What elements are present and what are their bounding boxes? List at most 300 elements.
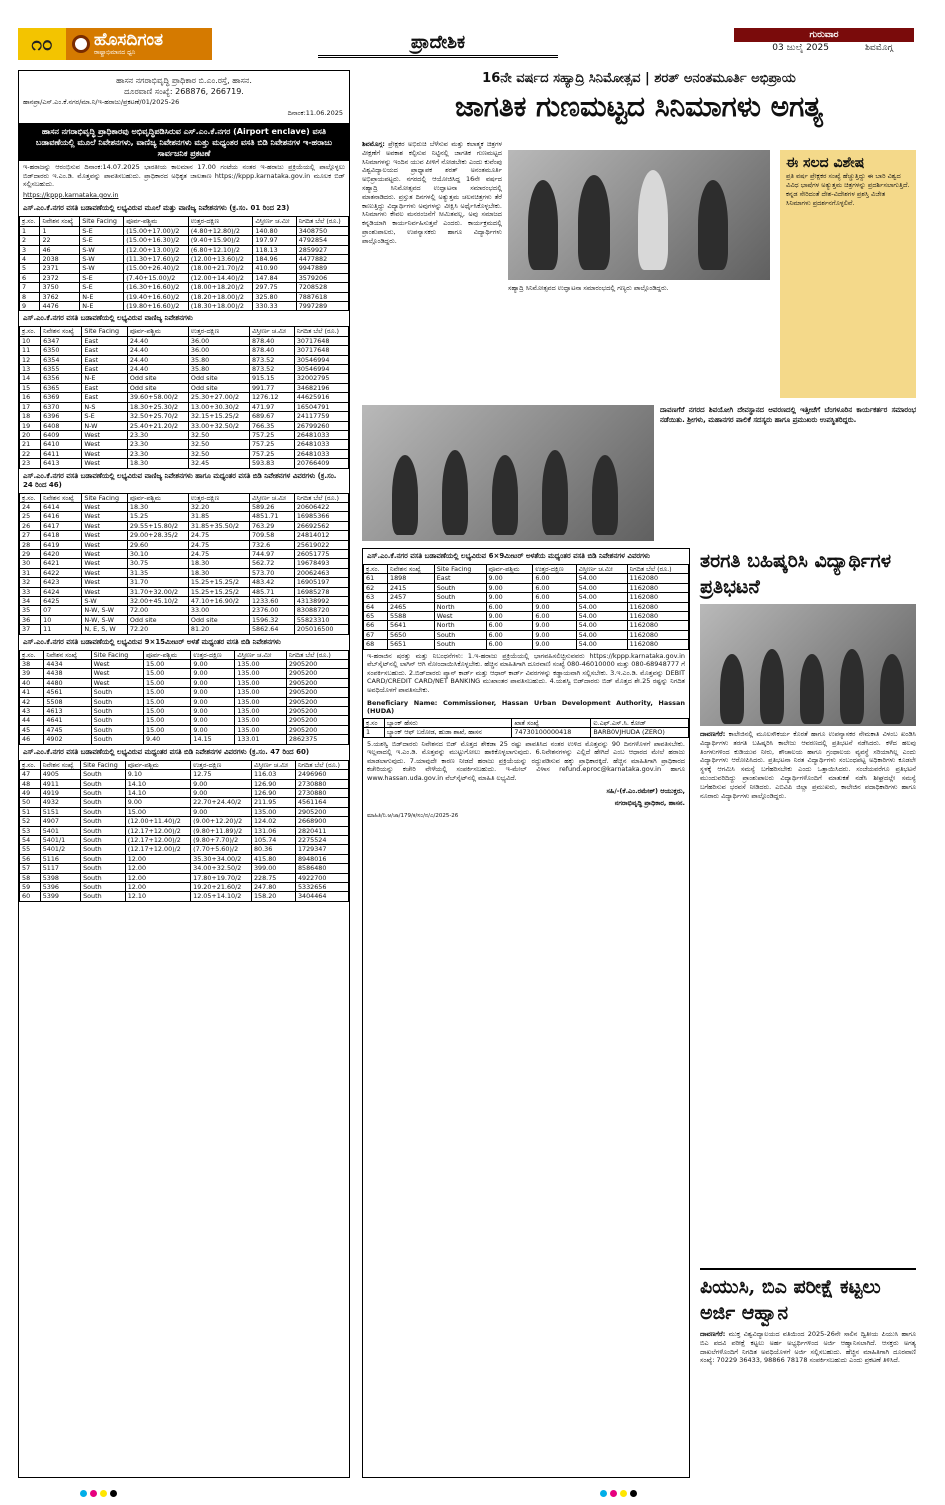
table-cell: (12.00+11.40)/2 (125, 817, 190, 826)
table-cell: 15.00 (144, 660, 191, 669)
table-row (20, 512, 349, 521)
table-header-cell: ಉತ್ತರ-ದಕ್ಷಿಣ (188, 217, 253, 226)
table-cell: N-W (82, 421, 128, 430)
table-cell: 135.00 (235, 725, 287, 734)
table-row (20, 864, 349, 873)
table-cell: 5862.64 (249, 625, 294, 634)
table-cell: 131.06 (251, 826, 295, 835)
table-cell: 12 (20, 355, 41, 364)
table-cell: 757.25 (249, 449, 294, 458)
table-cell: 32.45 (188, 459, 249, 468)
table-cell: 5508 (44, 697, 91, 706)
table-cell: 1162080 (627, 630, 688, 639)
table-header-cell: ವಿಸ್ತೀರ್ಣ ಚ.ಮೀ (235, 650, 287, 659)
table-cell: 1162080 (627, 640, 688, 649)
table-cell: 135.00 (235, 678, 287, 687)
table-cell: 31.85 (188, 512, 249, 521)
table-row (364, 612, 689, 621)
table-header-cell: ಉತ್ತರ-ದಕ್ಷಿಣ (191, 650, 235, 659)
table-cell: West (91, 660, 143, 669)
table-row (20, 882, 349, 891)
table-cell: 732.6 (249, 540, 294, 549)
masthead (18, 28, 916, 60)
logo-text: ಹೊಸದಿಗಂತ (94, 30, 164, 50)
table-cell: 6350 (41, 346, 82, 355)
beneficiary: Beneficiary Name: Commissioner, Hassan Urban Development Authority, Hassan (HUDA) (367, 698, 685, 716)
table-header-cell: ನಿಗದಿತ ಬೆಲೆ (ರೂ.) (295, 760, 348, 769)
table-cell: 42 (20, 697, 44, 706)
table-cell: 873.52 (249, 365, 294, 374)
table-cell: 19 (20, 421, 41, 430)
table-cell: 39.60+58.00/2 (127, 393, 188, 402)
table-cell: South (81, 770, 126, 779)
table-cell: 2905200 (295, 807, 348, 816)
table-cell: 2905200 (286, 669, 348, 678)
table-header-cell: ನಿವೇಶನ ಸಂಖ್ಯೆ (44, 650, 91, 659)
protest-body (700, 730, 916, 1270)
table-cell: 4476 (40, 302, 80, 311)
table-cell: (15.00+17.00)/2 (124, 226, 189, 235)
table-row (20, 402, 349, 411)
table-cell: 48 (20, 779, 41, 788)
table-row (20, 798, 349, 807)
table-cell: 60 (20, 892, 41, 901)
table-row (20, 779, 349, 788)
table-cell: (12.00+13.60)/2 (188, 255, 253, 264)
table-row (20, 355, 349, 364)
table-cell: 12.00 (125, 864, 190, 873)
table-cell: 9.00 (191, 669, 235, 678)
table-cell: 65 (364, 612, 388, 621)
table-cell: 211.95 (251, 798, 295, 807)
table-cell: West (82, 430, 128, 439)
signatory: ಸಹಿ/-(ಕೆ.ಎಂ.ರಮೇಶ್) ಆಯುಕ್ತರು, (606, 786, 685, 795)
table-cell: South (81, 845, 126, 854)
table-row (20, 531, 349, 540)
table-cell: (12.17+12.00)/2 (125, 845, 190, 854)
table-cell: 2820411 (295, 826, 348, 835)
table-cell: 30546994 (294, 365, 348, 374)
table-cell: 4613 (44, 707, 91, 716)
table-cell: Odd site (188, 374, 249, 383)
table-header-cell: ನಿವೇಶನ ಸಂಖ್ಯೆ (40, 760, 80, 769)
table-row (20, 255, 349, 264)
table-cell: 46 (40, 245, 80, 254)
table-cell: (12.17+12.00)/2 (125, 826, 190, 835)
table-row (20, 393, 349, 402)
table-cell: 16905197 (294, 578, 348, 587)
table-cell: South (81, 798, 126, 807)
table-cell: 2415 (388, 583, 435, 592)
table-cell: 33 (20, 587, 41, 596)
story-kicker: 16ನೇ ವರ್ಷದ ಸಹ್ಯಾದ್ರಿ ಸಿನಿಮೋತ್ಸವ | ಶರತ್ ಅನಂತಮೂರ್ತಿ ಅಭಿಪ್ರಾಯ (482, 71, 796, 86)
table-cell: 6.00 (533, 574, 576, 583)
table-cell: 133.01 (235, 735, 287, 744)
table-cell: 4477882 (296, 255, 348, 264)
table-cell: 2465 (388, 602, 435, 611)
table-cell: South (81, 807, 126, 816)
table-cell: 4641 (44, 716, 91, 725)
table-cell: 2376.00 (249, 606, 294, 615)
table-cell: (15.00+16.30)/2 (124, 236, 189, 245)
table-cell: 589.26 (249, 502, 294, 511)
table-cell: West (91, 669, 143, 678)
table-cell: 1898 (388, 574, 435, 583)
table-row (20, 735, 349, 744)
notice-phone: ದೂರವಾಣಿ ಸಂಖ್ಯೆ: 268876, 266719. (124, 87, 244, 96)
table-cell: 20766409 (294, 459, 348, 468)
table-cell: South (91, 716, 143, 725)
table-cell: 6.00 (533, 593, 576, 602)
table-cell: 4434 (44, 660, 91, 669)
table-cell: 6417 (41, 521, 82, 530)
table-cell: (12.00+14.40)/2 (188, 273, 253, 282)
table-header-cell: ಉತ್ತರ-ದಕ್ಷಿಣ (188, 327, 249, 336)
table-cell: 59 (20, 882, 41, 891)
table-cell: 24.75 (188, 540, 249, 549)
table-cell: (12.00+13.00)/2 (124, 245, 189, 254)
table-cell: 36.00 (188, 346, 249, 355)
signatory-office: ನಗರಾಭಿವೃದ್ಧಿ ಪ್ರಾಧಿಕಾರ, ಹಾಸನ. (614, 799, 685, 808)
table-row (20, 892, 349, 901)
table-cell: 31.35 (127, 568, 188, 577)
table-cell: 1162080 (627, 602, 688, 611)
table-cell: 45 (20, 725, 44, 734)
table-cell: 9.00 (486, 574, 533, 583)
table-cell: 15.00 (144, 707, 191, 716)
group-photo (362, 405, 654, 541)
table-cell: 1162080 (627, 612, 688, 621)
table-cell: 5651 (388, 640, 435, 649)
notice-paragraph: ಇ-ಹರಾಜನ್ನು ಆರಂಭಿಸುವ ದಿನಾಂಕ:14.07.2025 ಭಾರತೀಯ ಕಾಲಮಾನ 17.00 ಗಂಟೆಯ ನಂತರ ಇ-ಹರಾಜು ಪ್ರಕ್ರಿಯೆಯಲ್ಲಿ ಪಾಲ್ಗೊಳ್ಳಲು ಬಿಡ್‌ದಾರರು ಇ.ಎಂ.ಡಿ. ಮೊತ್ತವನ್ನು ಪಾವತಿಸಬಹುದು. ಪ್ರಾಧಿಕಾರದ ಅಧಿಕೃತ ಜಾಲತಾಣ https://kppp.karnataka.gov.in ಮೂಲಕ ಬಿಡ್ ಸಲ್ಲಿಸಬಹುದು. (23, 163, 345, 189)
table-cell: 2 (20, 236, 40, 245)
table-cell: 9.00 (191, 688, 235, 697)
table-cell: 66 (364, 621, 388, 630)
table-cell: 6422 (41, 568, 82, 577)
table-cell: 44 (20, 716, 44, 725)
table-row (20, 440, 349, 449)
table-cell: West (82, 559, 128, 568)
table-cell: 228.75 (251, 873, 295, 882)
protest-dateline: ದಾವಣಗೆರೆ: (700, 730, 726, 738)
table-cell: 16504791 (294, 402, 348, 411)
table3 (19, 760, 349, 902)
lead-story (362, 70, 916, 126)
table-cell: 22 (40, 236, 80, 245)
table-cell: 36.00 (188, 336, 249, 345)
table-cell: 15 (20, 383, 41, 392)
table-cell: 15.00 (144, 725, 191, 734)
table-header-cell: ನಿಗದಿತ ಬೆಲೆ (ರೂ.) (627, 565, 688, 574)
table-cell: 5401/1 (40, 835, 80, 844)
table4-title: ಎಸ್.ಎಂ.ಕೆ.ನಗರ ವಸತಿ ಬಡಾವಣೆಯಲ್ಲಿ ಲಭ್ಯವಿರುವ 6×9ಮೀಟರ್ ಅಳತೆಯ ಮಧ್ಯಂತರ ವಸತಿ ಬಿಡಿ ನಿವೇಶನಗಳ ವಿವರಗಳು (367, 552, 650, 560)
table-cell: West (91, 678, 143, 687)
table-cell: 3750 (40, 283, 80, 292)
table-header-row (20, 650, 349, 659)
group-photo-caption: ದಾವಣಗೆರೆ ನಗರದ ಶಿವಯೋಗಿ ದೇವಸ್ಥಾನದ ಆವರಣದಲ್ಲಿ ಇತ್ತೀಚೆಗೆ ಬೆಂಗಳೂರಿನ ಕಾರ್ಯಕರ್ತರ ಸಮಾರಂಭ ನಡೆಯಿತು. ಶ್ರೀಗಳು, ಮಹಾನಗರ ಪಾಲಿಕೆ ಸದಸ್ಯರು ಹಾಗೂ ಪ್ರಮುಖರು ಉಪಸ್ಥಿತರಿದ್ದರು. (660, 406, 916, 424)
table-cell: 16985366 (294, 512, 348, 521)
table-cell: 5116 (40, 854, 80, 863)
table-header-row (20, 493, 349, 502)
table-cell: 8948016 (295, 854, 348, 863)
table-cell: 29.00+28.35/2 (127, 531, 188, 540)
table-header-cell: ಕ್ರ.ಸಂ. (20, 650, 44, 659)
table-cell: South (81, 892, 126, 901)
table-row (364, 593, 689, 602)
table-cell: 135.00 (235, 660, 287, 669)
table-row (20, 568, 349, 577)
table-cell: 1276.12 (249, 393, 294, 402)
table-cell: 330.33 (253, 302, 296, 311)
table-header-cell: ಪೂರ್ವ-ಪಶ್ಚಿಮ (124, 217, 189, 226)
table-header-row (20, 760, 349, 769)
table-cell: 6419 (41, 540, 82, 549)
notice-url[interactable]: https://kppp.karnataka.gov.in (23, 190, 119, 199)
table-cell: 9.00 (486, 583, 533, 592)
table-cell: 30546994 (294, 355, 348, 364)
table-cell: Odd site (127, 615, 188, 624)
table-row (364, 621, 689, 630)
table-cell: 9.40 (144, 735, 191, 744)
table-cell: 9.10 (125, 770, 190, 779)
table-cell: 24.40 (127, 355, 188, 364)
table-cell: 47.10+16.90/2 (188, 597, 249, 606)
table-cell: 72.00 (127, 606, 188, 615)
table-cell: 32002795 (294, 374, 348, 383)
table-cell: 2859927 (296, 245, 348, 254)
table-cell: 36 (20, 615, 41, 624)
table-cell: 81.20 (188, 625, 249, 634)
table-row (20, 770, 349, 779)
table-header-cell: Site Facing (80, 217, 124, 226)
table-cell: 43138992 (294, 597, 348, 606)
table-cell: (19.80+16.60)/2 (124, 302, 189, 311)
table-cell: 763.29 (249, 521, 294, 530)
table-cell: 6.00 (486, 621, 533, 630)
table-cell: 4792854 (296, 236, 348, 245)
table-row (20, 660, 349, 669)
table1-title: ಎಸ್.ಎಂ.ಕೆ.ನಗರ ವಸತಿ ಬಡಾವಣೆಯಲ್ಲಿ ಲಭ್ಯವಿರುವ ಮೂಲೆ ಮತ್ತು ವಾಣಿಜ್ಯ ನಿವೇಶನಗಳು (ಕ್ರ.ಸಂ. 01 ರಿಂದ 23) (23, 204, 290, 213)
table-cell: 41 (20, 688, 44, 697)
table-header-cell: ವಿಸ್ತೀರ್ಣ ಚ.ಮೀ (249, 493, 294, 502)
table-row (20, 625, 349, 634)
table-header-cell: Site Facing (82, 327, 128, 336)
table-cell: 15.00 (144, 697, 191, 706)
protest-text: ಕಾಲೇಜಿನಲ್ಲಿ ಮೂಲಸೌಕರ್ಯ ಕೊರತೆ ಹಾಗೂ ಉಪನ್ಯಾಸಕರ ನೇಮಕಾತಿ ವಿಳಂಬ ಖಂಡಿಸಿ ವಿದ್ಯಾರ್ಥಿಗಳು ತರಗತಿ ಬಹಿಷ್ಕರಿಸಿ ಕಾಲೇಜು ಆವರಣದಲ್ಲಿ ಪ್ರತಿಭಟನೆ ನಡೆಸಿದರು. ಕಳೆದ ಹಲವು ತಿಂಗಳುಗಳಿಂದ ಕುಡಿಯುವ ನೀರು, ಶೌಚಾಲಯ ಹಾಗೂ ಗ್ರಂಥಾಲಯ ವ್ಯವಸ್ಥೆ ಸರಿಯಾಗಿಲ್ಲ ಎಂದು ವಿದ್ಯಾರ್ಥಿಗಳು ಆರೋಪಿಸಿದರು. ಪ್ರತಿಭಟನಾ ನಿರತ ವಿದ್ಯಾರ್ಥಿಗಳು ಸಂಬಂಧಪಟ್ಟ ಅಧಿಕಾರಿಗಳು ಕೂಡಲೇ ಸ್ಥಳಕ್ಕೆ ಆಗಮಿಸಿ ಸಮಸ್ಯೆ ಬಗೆಹರಿಸಬೇಕು ಎಂದು ಒತ್ತಾಯಿಸಿದರು. ಸಂಜೆಯವರೆಗೂ ಪ್ರತಿಭಟನೆ ಮುಂದುವರಿದಿದ್ದು ಪ್ರಾಂಶುಪಾಲರು ವಿದ್ಯಾರ್ಥಿಗಳೊಂದಿಗೆ ಮಾತುಕತೆ ನಡೆಸಿ ಶೀಘ್ರದಲ್ಲೇ ಸಮಸ್ಯೆ ಬಗೆಹರಿಸುವ ಭರವಸೆ ನೀಡಿದರು. ಎಬಿವಿಪಿ ಜಿಲ್ಲಾ ಪ್ರಮುಖರು, ಕಾಲೇಜಿನ ಪದಾಧಿಕಾರಿಗಳು ಹಾಗೂ ನೂರಾರು ವಿದ್ಯಾರ್ಥಿಗಳು ಪಾಲ್ಗೊಂಡಿದ್ದರು. (700, 730, 916, 800)
table-cell: 18.30+25.30/2 (127, 402, 188, 411)
table-cell: 51 (20, 807, 41, 816)
table-cell: 744.97 (249, 549, 294, 558)
table-row (20, 697, 349, 706)
table-cell: BARB0VJHUDA (ZERO) (591, 728, 689, 737)
table-cell: 50 (20, 798, 41, 807)
table-cell: 6421 (41, 559, 82, 568)
table-cell: N-E (80, 292, 124, 301)
table-header-cell: ಪೂರ್ವ-ಪಶ್ಚಿಮ (486, 565, 533, 574)
table-cell: 25.30+27.00/2 (188, 393, 249, 402)
table-header-row (20, 217, 349, 226)
table-header-cell: ನಿವೇಶನ ಸಂಖ್ಯೆ (41, 327, 82, 336)
table-cell: (15.00+26.40)/2 (124, 264, 189, 273)
table-row (20, 459, 349, 468)
table-cell: 37 (20, 625, 41, 634)
table-cell: Odd site (188, 615, 249, 624)
table-row (20, 383, 349, 392)
table-cell: 2457 (388, 593, 435, 602)
table-cell: East (82, 365, 128, 374)
table-cell: 15.25+15.25/2 (188, 587, 249, 596)
table-cell: 20062463 (294, 568, 348, 577)
table-cell: 4932 (40, 798, 80, 807)
table-cell: 34.00+32.50/2 (191, 864, 252, 873)
table-cell: 24.40 (127, 346, 188, 355)
table-header-cell: ಪೂರ್ವ-ಪಶ್ಚಿಮ (127, 493, 188, 502)
table-cell: West (82, 502, 128, 511)
table-cell: N-S (82, 402, 128, 411)
table-cell: (9.80+11.89)/2 (191, 826, 252, 835)
table-row (20, 521, 349, 530)
table-cell: 5151 (40, 807, 80, 816)
table-cell: 12.00 (125, 854, 190, 863)
table-cell: 26481033 (294, 449, 348, 458)
table-cell: 6.00 (486, 630, 533, 639)
table-cell: 9.00 (191, 707, 235, 716)
table-cell: South (91, 707, 143, 716)
table-cell: 13.00+30.30/2 (188, 402, 249, 411)
table-header-cell: ಉತ್ತರ-ದಕ್ಷಿಣ (188, 493, 249, 502)
terms-text-2: 5.ಯಶಸ್ವಿ ಬಿಡ್‌ದಾರರು ನಿವೇಶನದ ಬಿಡ್ ಮೊತ್ತದ ಶೇಕಡಾ 25 ರಷ್ಟು ಪಾವತಿಸಿದ ನಂತರ ಉಳಿದ ಮೊತ್ತವನ್ನು 90 ದಿನಗಳೊಳಗೆ ಪಾವತಿಸಬೇಕು. ಇಲ್ಲವಾದಲ್ಲಿ ಇ.ಎಂ.ಡಿ. ಮೊತ್ತವನ್ನು ಮುಟ್ಟುಗೋಲು ಹಾಕಿಕೊಳ್ಳಲಾಗುವುದು. 6.ನಿವೇಶನಗಳನ್ನು ಎಲ್ಲಿದೆ ಹೇಗಿದೆ ಎಂಬ ಆಧಾರದ ಮೇಲೆ ಹರಾಜು ಮಾಡಲಾಗುವುದು. 7.ಯಾವುದೇ ಕಾರಣ ನೀಡದೆ ಹರಾಜು ಪ್ರಕ್ರಿಯೆಯನ್ನು ರದ್ದುಪಡಿಸುವ ಹಕ್ಕು ಪ್ರಾಧಿಕಾರಕ್ಕಿದೆ. ಹೆಚ್ಚಿನ ಮಾಹಿತಿಗಾಗಿ ಪ್ರಾಧಿಕಾರದ ಕಚೇರಿಯನ್ನು ಕಚೇರಿ ವೇಳೆಯಲ್ಲಿ ಸಂಪರ್ಕಿಸಬಹುದು. ಇ-ಮೇಲ್ ವಿಳಾಸ refund.eproc@karnataka.gov.in ಹಾಗೂ www.hassan.uda.gov.in ವೆಬ್‌ಸೈಟ್‌ನಲ್ಲಿ ಮಾಹಿತಿ ಲಭ್ಯವಿದೆ. (367, 739, 685, 782)
table-cell: West (434, 612, 486, 621)
table-row (20, 540, 349, 549)
table-cell: 116.03 (251, 770, 295, 779)
table1 (19, 216, 349, 311)
table-cell: 483.42 (249, 578, 294, 587)
table-row (20, 678, 349, 687)
table-cell: 17 (20, 402, 41, 411)
special-box-body: ಪ್ರತಿ ವರ್ಷ ಪ್ರೇಕ್ಷಕರ ಸಂಖ್ಯೆ ಹೆಚ್ಚುತ್ತಿದ್ದು ಈ ಬಾರಿ ವಿಶ್ವದ ವಿವಿಧ ಭಾಷೆಗಳ ಅತ್ಯುತ್ತಮ ಚಿತ್ರಗಳನ್ನು ಪ್ರದರ್ಶಿಸಲಾಗುತ್ತಿದೆ. ಕನ್ನಡ ಸೇರಿದಂತೆ ದೇಶ-ವಿದೇಶಗಳ ಪ್ರಶಸ್ತಿ ವಿಜೇತ ಸಿನಿಮಾಗಳು ಪ್ರದರ್ಶನಗೊಳ್ಳಲಿವೆ. (786, 172, 910, 207)
table-cell: 64 (364, 602, 388, 611)
table-cell: 30.10 (127, 549, 188, 558)
table-cell: (18.00+18.20)/2 (188, 283, 253, 292)
table-cell: Odd site (188, 383, 249, 392)
table-cell: 297.75 (253, 283, 296, 292)
table-row (20, 273, 349, 282)
table-cell: 24.40 (127, 336, 188, 345)
table-cell: 49 (20, 788, 41, 797)
table-row (20, 716, 349, 725)
table-cell: 1162080 (627, 583, 688, 592)
table-header-cell: ವಿಸ್ತೀರ್ಣ ಚ.ಮೀ (251, 760, 295, 769)
table-cell: 47 (20, 770, 41, 779)
table-cell: 32.15+15.25/2 (188, 412, 249, 421)
table-cell: 18.30 (188, 568, 249, 577)
table-cell: 22.70+24.40/2 (191, 798, 252, 807)
table-header-cell: ನಿವೇಶನ ಸಂಖ್ಯೆ (388, 565, 435, 574)
table-cell: 6.00 (533, 612, 576, 621)
table-cell: (11.30+17.60)/2 (124, 255, 189, 264)
table-cell: 15.00 (144, 669, 191, 678)
table-row (20, 826, 349, 835)
table-cell: 3408750 (296, 226, 348, 235)
table-cell: 4851.71 (249, 512, 294, 521)
table-row (20, 412, 349, 421)
registration-marks-2 (600, 1490, 637, 1498)
table-cell: South (91, 725, 143, 734)
table-cell: 55823310 (294, 615, 348, 624)
table-cell: South (434, 640, 486, 649)
table-header-cell: ನಿಗದಿತ ಬೆಲೆ (ರೂ.) (294, 327, 348, 336)
table-cell: 9.00 (191, 779, 252, 788)
table-cell: South (81, 873, 126, 882)
table-cell: (16.30+16.60)/2 (124, 283, 189, 292)
protest-headline: ತರಗತಿ ಬಹಿಷ್ಕರಿಸಿ ವಿದ್ಯಾರ್ಥಿಗಳ ಪ್ರತಿಭಟನೆ (700, 550, 892, 598)
table-cell: 54.00 (576, 640, 627, 649)
table-cell: 24 (20, 502, 41, 511)
table-cell: S-E (80, 283, 124, 292)
table-cell: 22 (20, 449, 41, 458)
table-cell: West (82, 531, 128, 540)
table-cell: 23 (20, 459, 41, 468)
table-row (20, 245, 349, 254)
table-cell: 4911 (40, 779, 80, 788)
bank-table (363, 718, 689, 738)
table-cell: 16 (20, 393, 41, 402)
table-cell: 5641 (388, 621, 435, 630)
table-cell: 135.00 (235, 669, 287, 678)
table-header-row (364, 565, 689, 574)
table-cell: 26481033 (294, 430, 348, 439)
table-cell: N-W, S-W (82, 615, 128, 624)
table-cell: 16985278 (294, 587, 348, 596)
table-row (20, 264, 349, 273)
table-cell: 2905200 (286, 688, 348, 697)
table-cell: (6.80+12.10)/2 (188, 245, 253, 254)
table-cell: 5650 (388, 630, 435, 639)
table-cell: 19.20+21.60/2 (191, 882, 252, 891)
table-cell: 6365 (41, 383, 82, 392)
table-cell: 19678493 (294, 559, 348, 568)
table-cell: 17.80+19.70/2 (191, 873, 252, 882)
table-cell: 4 (20, 255, 40, 264)
table-cell: 878.40 (249, 346, 294, 355)
special-box-title: ಈ ಸಲದ ವಿಶೇಷ (786, 155, 865, 171)
table-cell: 126.90 (251, 788, 295, 797)
table-header-cell: ಐ.ಎಫ್.ಎಸ್.ಸಿ. ಕೋಡ್ (591, 718, 689, 727)
table-cell: 56 (20, 854, 41, 863)
table-cell: 6408 (41, 421, 82, 430)
table-cell: 83088720 (294, 606, 348, 615)
table-row (20, 615, 349, 624)
table-cell: 35.80 (188, 355, 249, 364)
table-cell: West (82, 568, 128, 577)
table-cell: South (81, 854, 126, 863)
section-title: ಪ್ರಾದೇಶಿಕ (318, 30, 558, 58)
table-cell: 184.96 (253, 255, 296, 264)
table-cell: 709.58 (249, 531, 294, 540)
table-cell: South (91, 735, 143, 744)
table-cell: 35.80 (188, 365, 249, 374)
table-row (20, 336, 349, 345)
table-cell: 9.00 (191, 697, 235, 706)
table-cell: (4.80+12.80)/2 (188, 226, 253, 235)
table-cell: 29.60 (127, 540, 188, 549)
table-cell: 9 (20, 302, 40, 311)
table-cell: East (82, 336, 128, 345)
table-cell: 135.00 (235, 688, 287, 697)
table-cell: 1162080 (627, 621, 688, 630)
table-row (20, 873, 349, 882)
table-cell: 54.00 (576, 583, 627, 592)
